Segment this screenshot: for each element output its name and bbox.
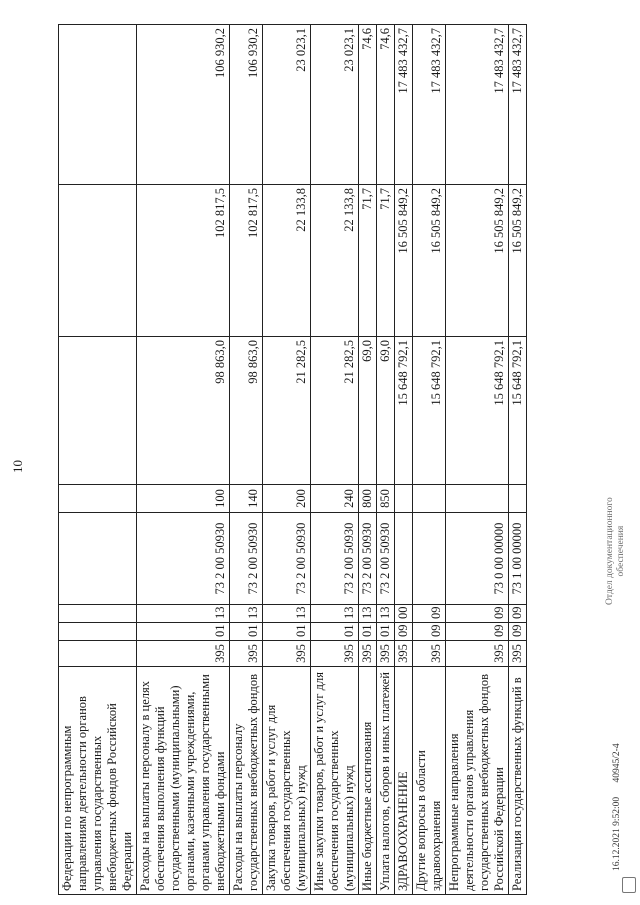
row-year1: 15 648 792,1	[395, 337, 413, 485]
row-year1: 69,0	[359, 337, 377, 485]
row-name: ЗДРАВООХРАНЕНИЕ	[395, 667, 413, 895]
row-year3: 106 930,2	[137, 25, 230, 185]
row-rz: 09	[413, 623, 446, 641]
row-vr	[59, 485, 137, 513]
row-name: Расходы на выплаты персоналу государственных внебюджетных фондов	[230, 667, 263, 895]
table-row	[377, 25, 395, 895]
row-year2: 16 505 849,2	[509, 185, 527, 337]
row-name: Федерации по непрограммным направлениям деятельности органов управления государственных внебюджетных фондов Российской Федерации	[59, 667, 137, 895]
row-pr: 13	[230, 605, 263, 623]
row-name: Закупка товаров, работ и услуг для обеспечения государственных (муниципальных) нужд	[263, 667, 311, 895]
row-vr	[395, 485, 413, 513]
row-vr: 240	[311, 485, 359, 513]
row-rz: 01	[137, 623, 230, 641]
row-name: Непрограммные направления деятельности органов управления государственных внебюджетных фондов Российской Федерации	[446, 667, 509, 895]
stamp-line-2: обеспечения	[616, 525, 626, 577]
row-year1: 98 863,0	[137, 337, 230, 485]
row-csr	[59, 513, 137, 605]
row-ved: 395	[230, 641, 263, 667]
row-ved: 395	[446, 641, 509, 667]
row-year3: 17 483 432,7	[413, 25, 446, 185]
table-row	[359, 25, 377, 895]
row-year1: 98 863,0	[230, 337, 263, 485]
row-rz: 09	[509, 623, 527, 641]
row-vr: 140	[230, 485, 263, 513]
row-ved: 395	[509, 641, 527, 667]
row-rz: 01	[230, 623, 263, 641]
row-name: Иные бюджетные ассигнования	[359, 667, 377, 895]
row-csr: 73 2 00 50930	[137, 513, 230, 605]
row-rz: 01	[377, 623, 395, 641]
row-pr: 13	[311, 605, 359, 623]
row-csr: 73 0 00 00000	[446, 513, 509, 605]
row-pr: 09	[509, 605, 527, 623]
row-ved	[59, 641, 137, 667]
row-rz: 01	[311, 623, 359, 641]
page-number: 10	[10, 460, 25, 473]
department-stamp	[605, 497, 627, 605]
row-ved: 395	[263, 641, 311, 667]
table-row	[311, 25, 359, 895]
row-vr	[446, 485, 509, 513]
row-year3: 23 023,1	[263, 25, 311, 185]
row-ved: 395	[359, 641, 377, 667]
row-csr	[413, 513, 446, 605]
budget-table	[58, 24, 527, 895]
scanner-logo-icon	[622, 877, 636, 893]
footer	[612, 731, 622, 893]
row-ved: 395	[395, 641, 413, 667]
row-year3: 74,6	[377, 25, 395, 185]
row-year2: 16 505 849,2	[446, 185, 509, 337]
row-rz: 09	[395, 623, 413, 641]
row-vr	[509, 485, 527, 513]
table-row	[137, 25, 230, 895]
row-rz	[59, 623, 137, 641]
row-name: Уплата налогов, сборов и иных платежей	[377, 667, 395, 895]
row-pr: 13	[359, 605, 377, 623]
row-year2: 22 133,8	[311, 185, 359, 337]
row-year3: 17 483 432,7	[446, 25, 509, 185]
row-year1: 15 648 792,1	[509, 337, 527, 485]
table-row	[509, 25, 527, 895]
row-vr: 200	[263, 485, 311, 513]
row-csr: 73 2 00 50930	[230, 513, 263, 605]
table-row	[446, 25, 509, 895]
row-vr: 850	[377, 485, 395, 513]
row-vr	[413, 485, 446, 513]
row-year2: 102 817,5	[230, 185, 263, 337]
row-year1: 21 282,5	[263, 337, 311, 485]
row-csr: 73 2 00 50930	[311, 513, 359, 605]
row-year1: 15 648 792,1	[413, 337, 446, 485]
row-year2: 22 133,8	[263, 185, 311, 337]
row-year2: 16 505 849,2	[395, 185, 413, 337]
row-csr: 73 2 00 50930	[359, 513, 377, 605]
row-csr	[395, 513, 413, 605]
table-row	[263, 25, 311, 895]
footer-datetime: 16.12.2021 9:52:00	[612, 796, 622, 871]
row-year2: 16 505 849,2	[413, 185, 446, 337]
row-year1: 15 648 792,1	[446, 337, 509, 485]
row-vr: 100	[137, 485, 230, 513]
row-pr: 09	[413, 605, 446, 623]
row-pr: 13	[263, 605, 311, 623]
row-ved: 395	[137, 641, 230, 667]
row-rz: 09	[446, 623, 509, 641]
row-rz: 01	[263, 623, 311, 641]
row-year2: 71,7	[359, 185, 377, 337]
row-year3	[59, 25, 137, 185]
table-row	[413, 25, 446, 895]
row-ved: 395	[413, 641, 446, 667]
row-ved: 395	[377, 641, 395, 667]
row-year3: 17 483 432,7	[509, 25, 527, 185]
table-row	[230, 25, 263, 895]
row-year1: 69,0	[377, 337, 395, 485]
table-row	[395, 25, 413, 895]
row-pr: 09	[446, 605, 509, 623]
row-year3: 23 023,1	[311, 25, 359, 185]
row-csr: 73 2 00 50930	[263, 513, 311, 605]
row-year3: 17 483 432,7	[395, 25, 413, 185]
row-rz: 01	[359, 623, 377, 641]
row-year2: 102 817,5	[137, 185, 230, 337]
row-name: Другие вопросы в области здравоохранения	[413, 667, 446, 895]
row-pr	[59, 605, 137, 623]
row-ved: 395	[311, 641, 359, 667]
row-name: Расходы на выплаты персоналу в целях обеспечения выполнения функций государственными (муниципальными) органами, казенными учреждениями, органами управления государственными внебюджетными фондами	[137, 667, 230, 895]
stamp-line-1: Отдел документационного	[605, 497, 615, 605]
table-row	[59, 25, 137, 895]
row-pr: 13	[377, 605, 395, 623]
row-year1: 21 282,5	[311, 337, 359, 485]
row-pr: 13	[137, 605, 230, 623]
row-year2	[59, 185, 137, 337]
row-csr: 73 1 00 00000	[509, 513, 527, 605]
row-year2: 71,7	[377, 185, 395, 337]
row-name: Реализация государственных функций в	[509, 667, 527, 895]
row-name: Иные закупки товаров, работ и услуг для обеспечения государственных (муниципальных) нужд	[311, 667, 359, 895]
row-year3: 74,6	[359, 25, 377, 185]
row-csr: 73 2 00 50930	[377, 513, 395, 605]
footer-doc-id: 40945/2-4	[612, 743, 622, 783]
row-year1	[59, 337, 137, 485]
row-vr: 800	[359, 485, 377, 513]
row-pr: 00	[395, 605, 413, 623]
row-year3: 106 930,2	[230, 25, 263, 185]
